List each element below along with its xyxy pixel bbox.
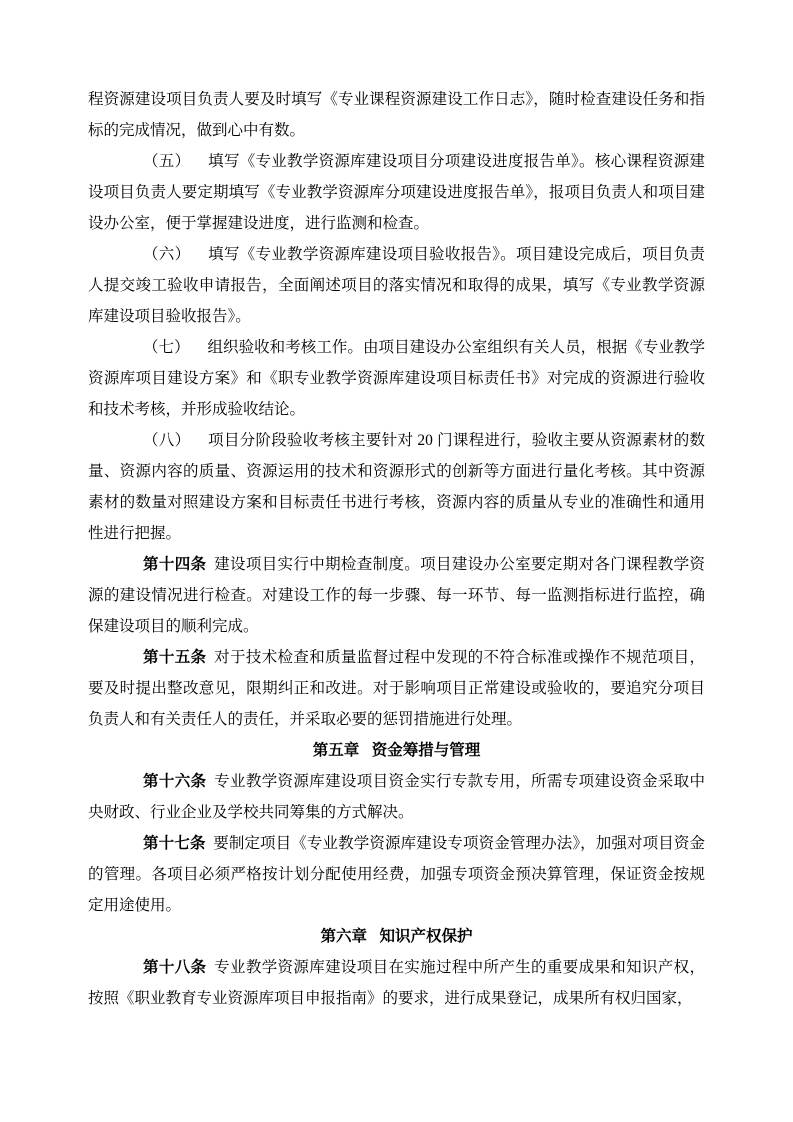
list-item-7 <box>88 332 705 425</box>
clause-paragraph-17 <box>88 828 705 921</box>
chapter-number: 第五章 <box>312 742 360 759</box>
list-item-label: （八） <box>143 432 191 449</box>
paragraph-text: 填写《专业教学资源库建设项目验收报告》。项目建设完成后，项目负责人提交竣工验收申请报告，全面阐述项目的落实情况和取得的成果，填写《专业教学资源库建设项目验收报告》。 <box>88 246 705 325</box>
chapter-title: 资金筹措与管理 <box>371 742 481 759</box>
chapter-heading-5 <box>88 735 705 766</box>
list-item-label: （五） <box>143 153 191 170</box>
clause-label: 第十五条 <box>143 649 207 666</box>
clause-label: 第十六条 <box>143 773 207 790</box>
list-item-8 <box>88 425 705 549</box>
paragraph-text: 填写《专业教学资源库建设项目分项建设进度报告单》。核心课程资源建设项目负责人要定期填写《专业教学资源库分项建设进度报告单》，报项目负责人和项目建设办公室，便于掌握建设进度，进行监测和检查。 <box>88 153 705 232</box>
chapter-title: 知识产权保护 <box>379 928 473 945</box>
chapter-number: 第六章 <box>320 928 368 945</box>
clause-paragraph-18 <box>88 952 705 1014</box>
clause-paragraph-15 <box>88 642 705 735</box>
clause-label: 第十七条 <box>143 835 206 852</box>
clause-label: 第十八条 <box>143 959 207 976</box>
paragraph-text: 组织验收和考核工作。由项目建设办公室组织有关人员，根据《专业教学资源库项目建设方案》和《职专业教学资源库建设项目标责任书》对完成的资源进行验收和技术考核，并形成验收结论。 <box>88 339 705 418</box>
paragraph-text: 专业教学资源库建设项目资金实行专款专用，所需专项建设资金采取中央财政、行业企业及学校共同筹集的方式解决。 <box>88 773 705 821</box>
list-item-5 <box>88 146 705 239</box>
paragraph-text: 项目分阶段验收考核主要针对 20 门课程进行，验收主要从资源素材的数量、资源内容的质量、资源运用的技术和资源形式的创新等方面进行量化考核。其中资源素材的数量对照建设方案和目标责任书进行考核，资源内容的质量从专业的准确性和通用性进行把握。 <box>88 432 705 542</box>
paragraph-text: 要制定项目《专业教学资源库建设专项资金管理办法》，加强对项目资金的管理。各项目必须严格按计划分配使用经费，加强专项资金预决算管理，保证资金按规定用途使用。 <box>88 835 705 914</box>
clause-paragraph-14 <box>88 549 705 642</box>
paragraph-text: 建设项目实行中期检查制度。项目建设办公室要定期对各门课程教学资源的建设情况进行检查。对建设工作的每一步骤、每一环节、每一监测指标进行监控，确保建设项目的顺利完成。 <box>88 556 705 635</box>
chapter-heading-6 <box>88 921 705 952</box>
list-item-6 <box>88 239 705 332</box>
paragraph-text: 专业教学资源库建设项目在实施过程中所产生的重要成果和知识产权，按照《职业教育专业资源库项目申报指南》的要求，进行成果登记，成果所有权归国家， <box>88 959 705 1007</box>
clause-label: 第十四条 <box>143 556 207 573</box>
list-item-label: （七） <box>143 339 190 356</box>
paragraph-continuation <box>88 84 705 146</box>
paragraph-text: 对于技术检查和质量监督过程中发现的不符合标准或操作不规范项目，要及时提出整改意见，限期纠正和改进。对于影响项目正常建设或验收的，要追究分项目负责人和有关责任人的责任，并采取必要的惩罚措施进行处理。 <box>88 649 705 728</box>
clause-paragraph-16 <box>88 766 705 828</box>
list-item-label: （六） <box>143 246 191 263</box>
paragraph-text: 程资源建设项目负责人要及时填写《专业课程资源建设工作日志》，随时检查建设任务和指标的完成情况，做到心中有数。 <box>88 91 705 139</box>
